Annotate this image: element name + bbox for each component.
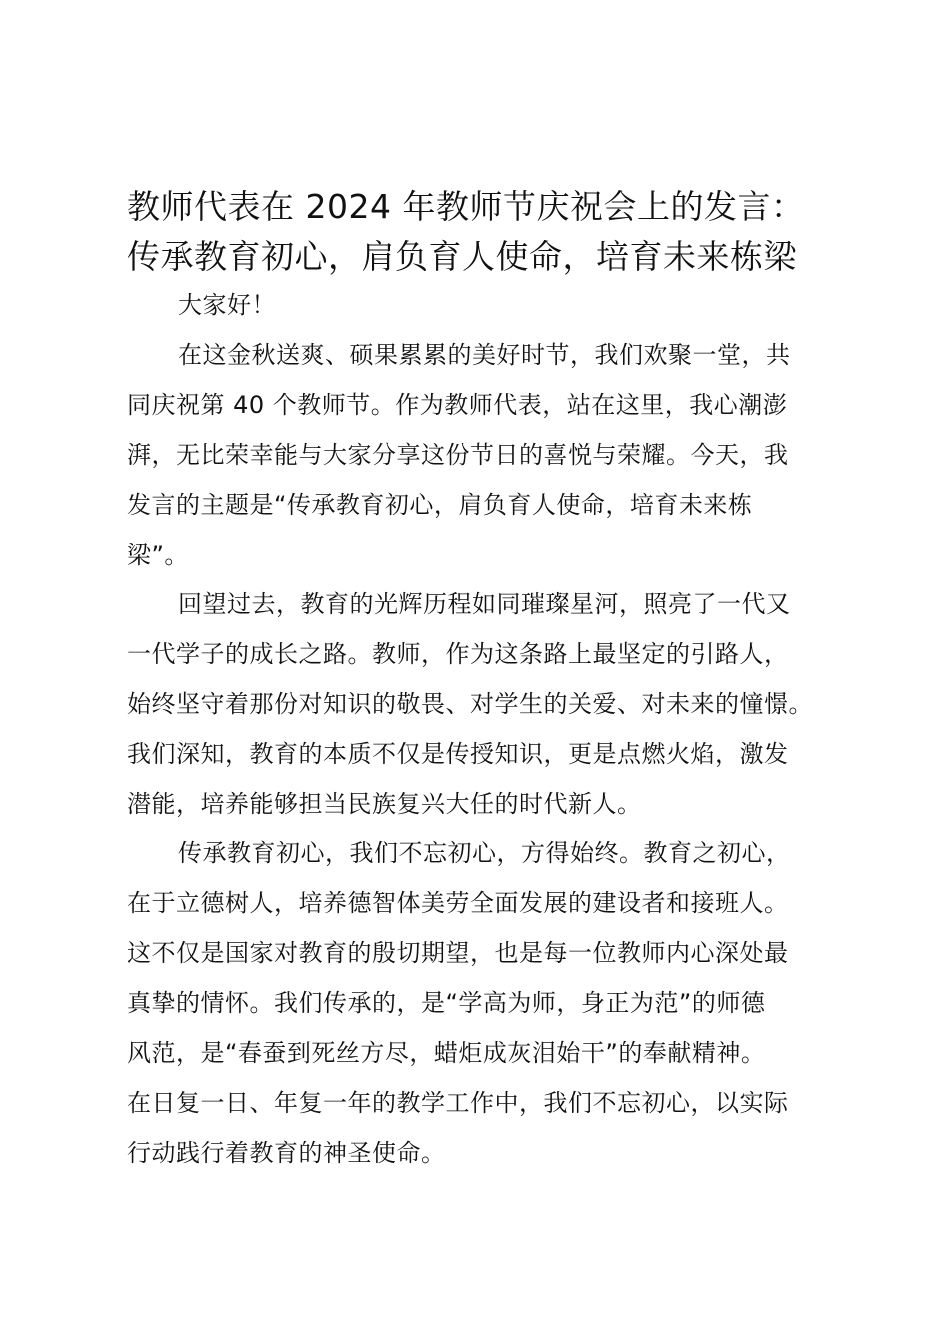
paragraph-line: 一代学子的成长之路。教师，作为这条路上最坚定的引路人， bbox=[127, 640, 789, 668]
paragraph-line: 我们深知，教育的本质不仅是传授知识，更是点燃火焰，激发 bbox=[127, 740, 789, 768]
paragraph-line: 发言的主题是“传承教育初心，肩负育人使命，培育未来栋 bbox=[127, 491, 753, 519]
paragraph-line: 梁”。 bbox=[127, 541, 189, 569]
paragraph-line: 风范，是“春蚕到死丝方尽，蜡炬成灰泪始干”的奉献精神。 bbox=[127, 1039, 766, 1067]
greeting-paragraph bbox=[127, 280, 847, 330]
paragraph-line: 潜能，培养能够担当民族复兴大任的时代新人。 bbox=[127, 790, 642, 818]
greeting-text: 大家好！ bbox=[178, 291, 276, 319]
paragraph-line: 同庆祝第 40 个教师节。作为教师代表，站在这里，我心潮澎 bbox=[127, 391, 788, 419]
paragraph-line: 这不仅是国家对教育的殷切期望，也是每一位教师内心深处最 bbox=[127, 939, 789, 967]
paragraph-line: 在这金秋送爽、硕果累累的美好时节，我们欢聚一堂，共 bbox=[178, 341, 791, 369]
paragraph-line: 在日复一日、年复一年的教学工作中，我们不忘初心，以实际 bbox=[127, 1089, 789, 1117]
paragraph-line: 回望过去，教育的光辉历程如同璀璨星河，照亮了一代又 bbox=[178, 590, 791, 618]
paragraph-line: 湃，无比荣幸能与大家分享这份节日的喜悦与荣耀。今天，我 bbox=[127, 441, 789, 469]
paragraph-line: 真挚的情怀。我们传承的，是“学高为师，身正为范”的师德 bbox=[127, 989, 766, 1017]
document-title bbox=[127, 182, 837, 282]
body-paragraph bbox=[127, 579, 847, 829]
paragraph-line: 传承教育初心，我们不忘初心，方得始终。教育之初心， bbox=[178, 839, 791, 867]
title-line: 教师代表在 2024 年教师节庆祝会上的发言： bbox=[127, 187, 805, 226]
paragraph-line: 行动践行着教育的神圣使命。 bbox=[127, 1139, 446, 1167]
body-paragraph bbox=[127, 330, 847, 580]
title-line: 传承教育初心，肩负育人使命，培育未来栋梁 bbox=[127, 237, 797, 276]
paragraph-line: 始终坚守着那份对知识的敬畏、对学生的关爱、对未来的憧憬。 bbox=[127, 690, 813, 718]
paragraph-line: 在于立德树人，培养德智体美劳全面发展的建设者和接班人。 bbox=[127, 889, 789, 917]
body-paragraph bbox=[127, 828, 847, 1178]
